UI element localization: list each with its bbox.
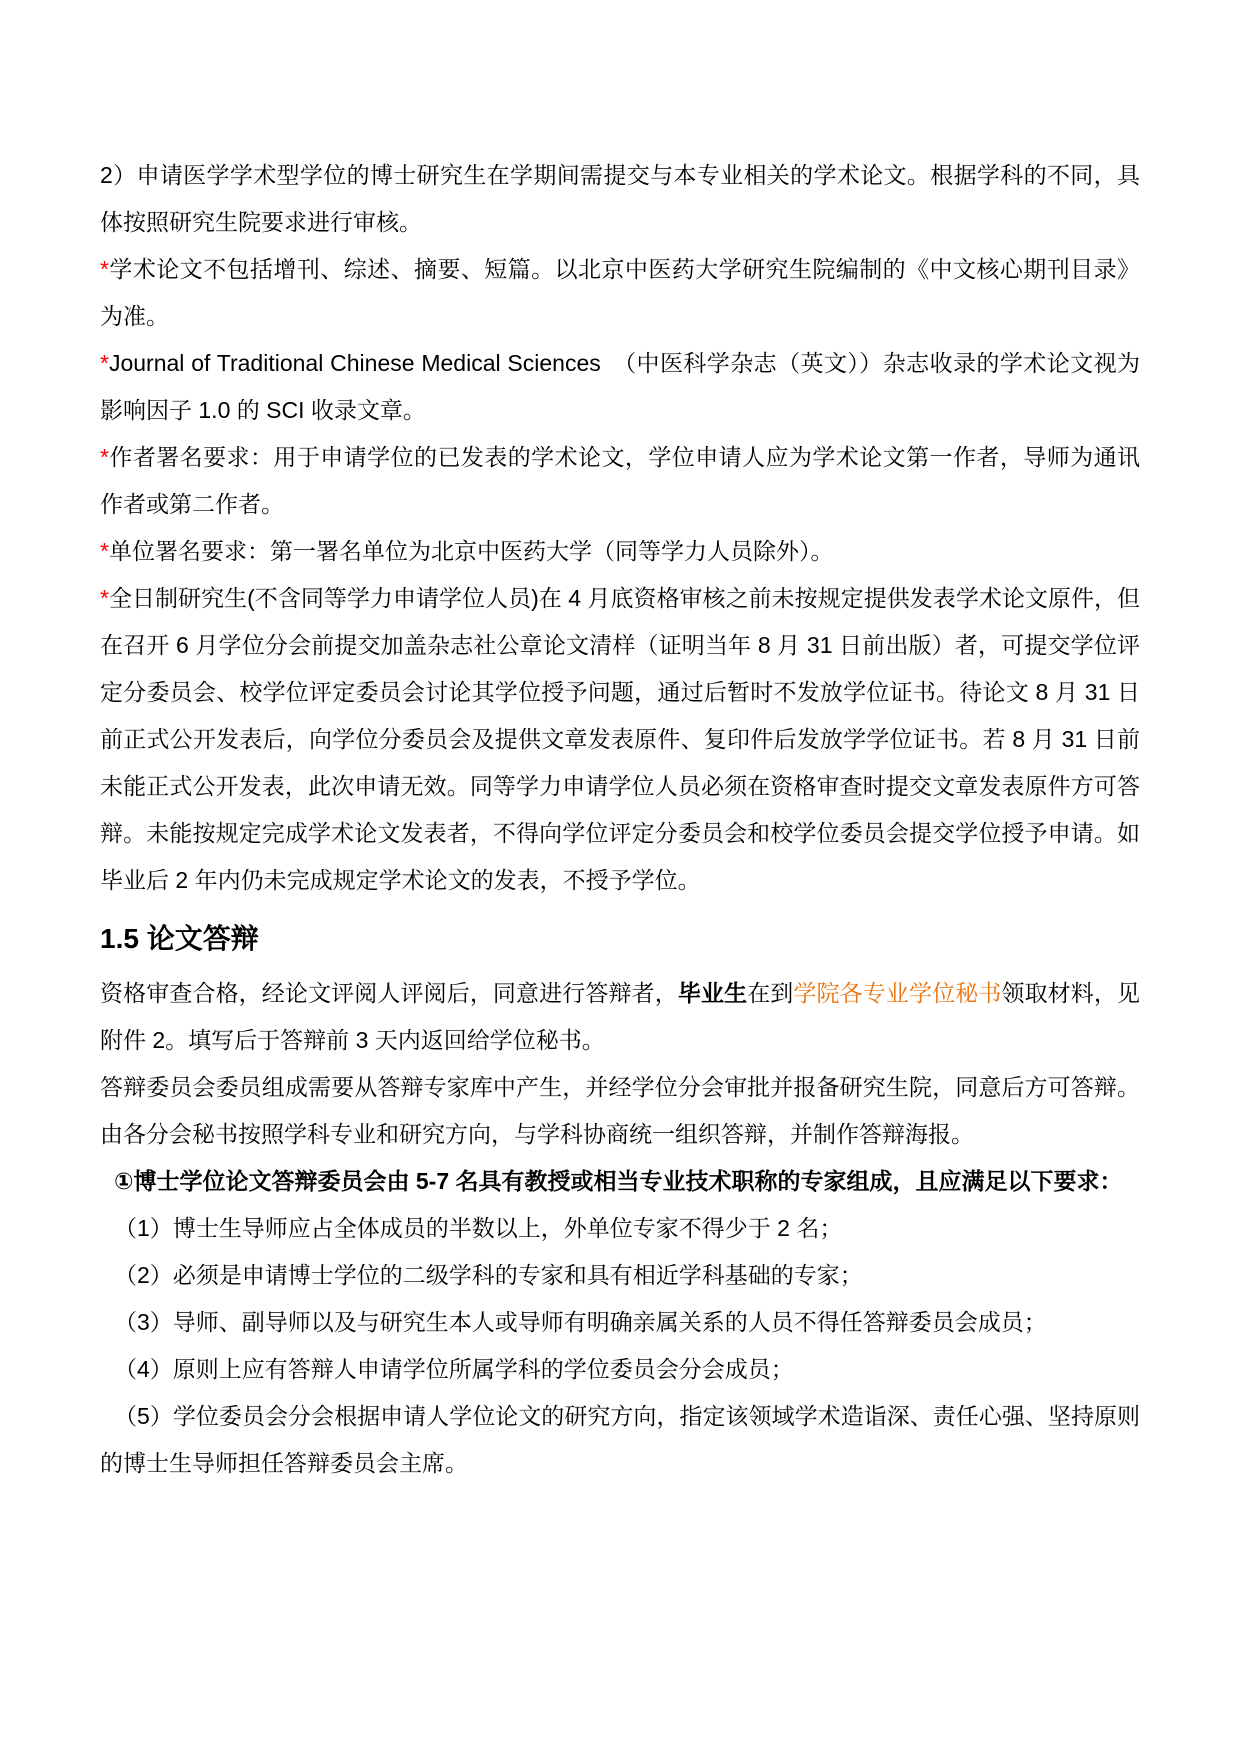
text-run: 2）申请医学学术型学位的博士研究生在学期间需提交与本专业相关的学术论文。根据学科的不同，具体按照研究生院要求进行审核。 <box>100 162 1140 235</box>
red-asterisk-marker: * <box>100 538 109 564</box>
note-jtcms-journal <box>100 340 1140 434</box>
text-run: Journal of Traditional Chinese Medical Sciences （中医科学杂志（英文））杂志收录的学术论文视为影响因子 1.0 的 SCI 收录文章。 <box>100 350 1140 423</box>
text-run: （1）博士生导师应占全体成员的半数以上，外单位专家不得少于 2 名； <box>114 1215 843 1241</box>
paragraph-defense-qualification <box>100 970 1140 1064</box>
bold-text-run: 毕业生 <box>677 980 748 1006</box>
text-run: 全日制研究生(不含同等学力申请学位人员)在 4 月底资格审核之前未按规定提供发表学术论文原件，但在召开 6 月学位分会前提交加盖杂志社公章论文清样（证明当年 8 月 31 日前出版）者，可提交学位评定分委员会、校学位评定委员会讨论其学位授予问题，通过后暂时不发放学位证书。待论文 8 月 31 日前正式公开发表后，向学位分委员会及提供文章发表原件、复印件后发放学学位证书。若 8 月 31 日前未能正式公开发表，此次申请无效。同等学力申请学位人员必须在资格审查时提交文章发表原件方可答辩。未能按规定完成学术论文发表者，不得向学位评定分委员会和校学位委员会提交学位授予申请。如毕业后 2 年内仍未完成规定学术论文的发表，不授予学位。 <box>100 585 1140 893</box>
paragraph-defense-committee-formation <box>100 1064 1140 1158</box>
red-asterisk-marker: * <box>100 444 109 470</box>
text-run: 资格审查合格，经论文评阅人评阅后，同意进行答辩者， <box>100 980 678 1006</box>
text-run: （5）学位委员会分会根据申请人学位论文的研究方向，指定该领域学术造诣深、责任心强、坚持原则的博士生导师担任答辩委员会主席。 <box>100 1403 1140 1476</box>
text-run: 答辩委员会委员组成需要从答辩专家库中产生，并经学位分会审批并报备研究生院，同意后方可答辩。由各分会秘书按照学科专业和研究方向，与学科协商统一组织答辩，并制作答辩海报。 <box>100 1074 1140 1147</box>
paragraph-committee-requirements-intro <box>100 1158 1140 1205</box>
list-item-requirement-4 <box>100 1346 1140 1393</box>
list-item-requirement-2 <box>100 1252 1140 1299</box>
red-asterisk-marker: * <box>100 585 109 611</box>
bold-text-run: ①博士学位论文答辩委员会由 5-7 名具有教授或相当专业技术职称的专家组成，且应满足以下要求： <box>114 1168 1123 1194</box>
text-run: 学术论文不包括增刊、综述、摘要、短篇。以北京中医药大学研究生院编制的《中文核心期刊目录》为准。 <box>100 256 1140 329</box>
document-content <box>100 152 1140 1487</box>
list-item-requirement-1 <box>100 1205 1140 1252</box>
red-asterisk-marker: * <box>100 350 109 376</box>
text-run: 领取材料，见附件 2。填写后于答辩前 3 天内返回给学位秘书。 <box>100 980 1141 1053</box>
orange-highlight-text: 学院各专业学位秘书 <box>793 980 1002 1006</box>
note-author-signature <box>100 434 1140 528</box>
bold-text-run: 1.5 论文答辩 <box>100 923 259 954</box>
list-item-requirement-5 <box>100 1393 1140 1487</box>
paragraph-thesis-submission-rule <box>100 152 1140 246</box>
section-heading-1-5-thesis-defense <box>100 908 1140 970</box>
text-run: 单位署名要求：第一署名单位为北京中医药大学（同等学力人员除外）。 <box>108 538 834 564</box>
list-item-requirement-3 <box>100 1299 1140 1346</box>
red-asterisk-marker: * <box>100 256 109 282</box>
text-run: （2）必须是申请博士学位的二级学科的专家和具有相近学科基础的专家； <box>114 1262 863 1288</box>
text-run: 在到 <box>747 980 794 1006</box>
note-fulltime-publication-policy <box>100 575 1140 904</box>
note-journal-scope <box>100 246 1140 340</box>
text-run: 作者署名要求：用于申请学位的已发表的学术论文，学位申请人应为学术论文第一作者，导师为通讯作者或第二作者。 <box>100 444 1140 517</box>
text-run: （4）原则上应有答辩人申请学位所属学科的学位委员会分会成员； <box>114 1356 794 1382</box>
text-run: （3）导师、副导师以及与研究生本人或导师有明确亲属关系的人员不得任答辩委员会成员； <box>114 1309 1047 1335</box>
note-unit-signature <box>100 528 1140 575</box>
